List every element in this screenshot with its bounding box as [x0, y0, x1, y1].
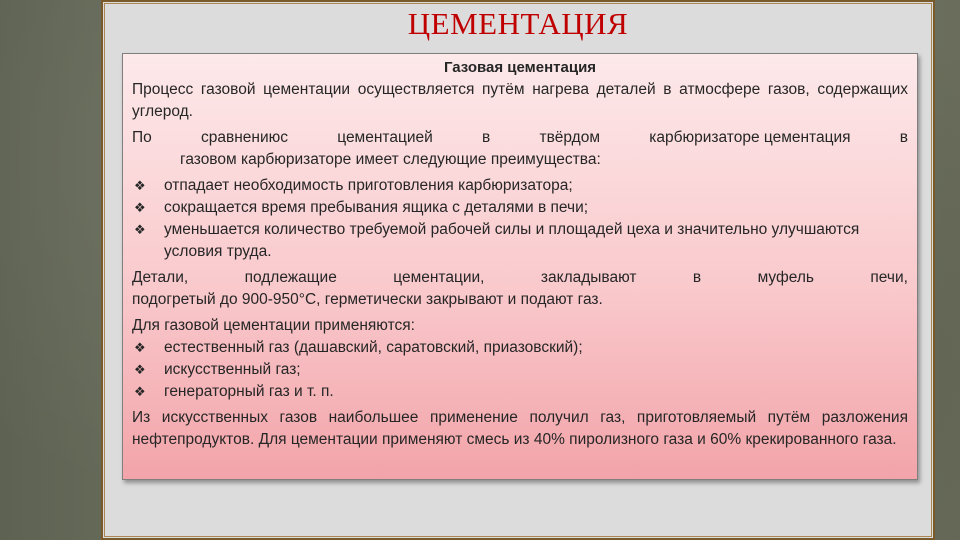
conclusion-paragraph: Из искусственных газов наибольшее применение получил газ, приготовляемый путём разложения нефтепродуктов. Для цементации применяют смесь из 40% пиролизного газа и 60% крекированного газа. [132, 409, 908, 448]
list-item: ❖ уменьшается количество требуемой рабочей силы и площадей цеха и значительно улучшаются условия труда. [134, 221, 860, 260]
details-word: цементации, [393, 269, 485, 286]
comparison-word: твёрдом [539, 129, 601, 146]
comparison-word: цементацией [337, 129, 433, 146]
details-line-1 [132, 267, 908, 289]
list-item: ❖ искусственный газ; [132, 359, 908, 381]
list-item: ❖ генераторный газ и т. п. [132, 381, 908, 403]
comparison-paragraph [132, 127, 908, 171]
details-word: Детали, [132, 269, 189, 286]
intro-paragraph: Процесс газовой цементации осуществляется путём нагрева деталей в атмосфере газов, содержащих углерод. [132, 81, 908, 120]
gases-intro: Для газовой цементации применяются: [132, 317, 415, 334]
diamond-bullet-icon: ❖ [134, 178, 146, 193]
comparison-word: в [482, 129, 491, 146]
diamond-bullet-icon: ❖ [134, 222, 146, 237]
list-item: ❖ сокращается время пребывания ящика с деталями в печи; [132, 197, 908, 219]
details-word: подлежащие [244, 269, 337, 286]
list-item: ❖ естественный газ (дашавский, саратовский, приазовский); [132, 337, 908, 359]
slide-title: ЦЕМЕНТАЦИЯ [407, 6, 629, 41]
gases-list [132, 337, 908, 403]
box-heading: Газовая цементация [443, 59, 597, 76]
comparison-word: сравнениюс [201, 129, 288, 146]
comparison-line-1 [132, 127, 908, 149]
details-word: печи, [870, 269, 908, 286]
comparison-word: карбюризаторе цементация [649, 129, 851, 146]
details-line-2: подогретый до 900-950°С, герметически закрывают и подают газ. [132, 291, 603, 308]
details-word: муфель [757, 269, 814, 286]
content-box [122, 53, 918, 480]
diamond-bullet-icon: ❖ [134, 340, 146, 355]
comparison-word: По [132, 129, 152, 146]
details-word: закладывают [540, 269, 637, 286]
list-item: ❖ отпадает необходимость приготовления карбюризатора; [132, 175, 908, 197]
diamond-bullet-icon: ❖ [134, 384, 146, 399]
advantages-list [132, 175, 908, 263]
diamond-bullet-icon: ❖ [134, 200, 146, 215]
details-paragraph [132, 267, 908, 311]
details-word: в [692, 269, 702, 286]
comparison-word: в [899, 129, 908, 146]
diamond-bullet-icon: ❖ [134, 362, 146, 377]
comparison-line-2: газовом карбюризаторе имеет следующие преимущества: [180, 151, 601, 168]
